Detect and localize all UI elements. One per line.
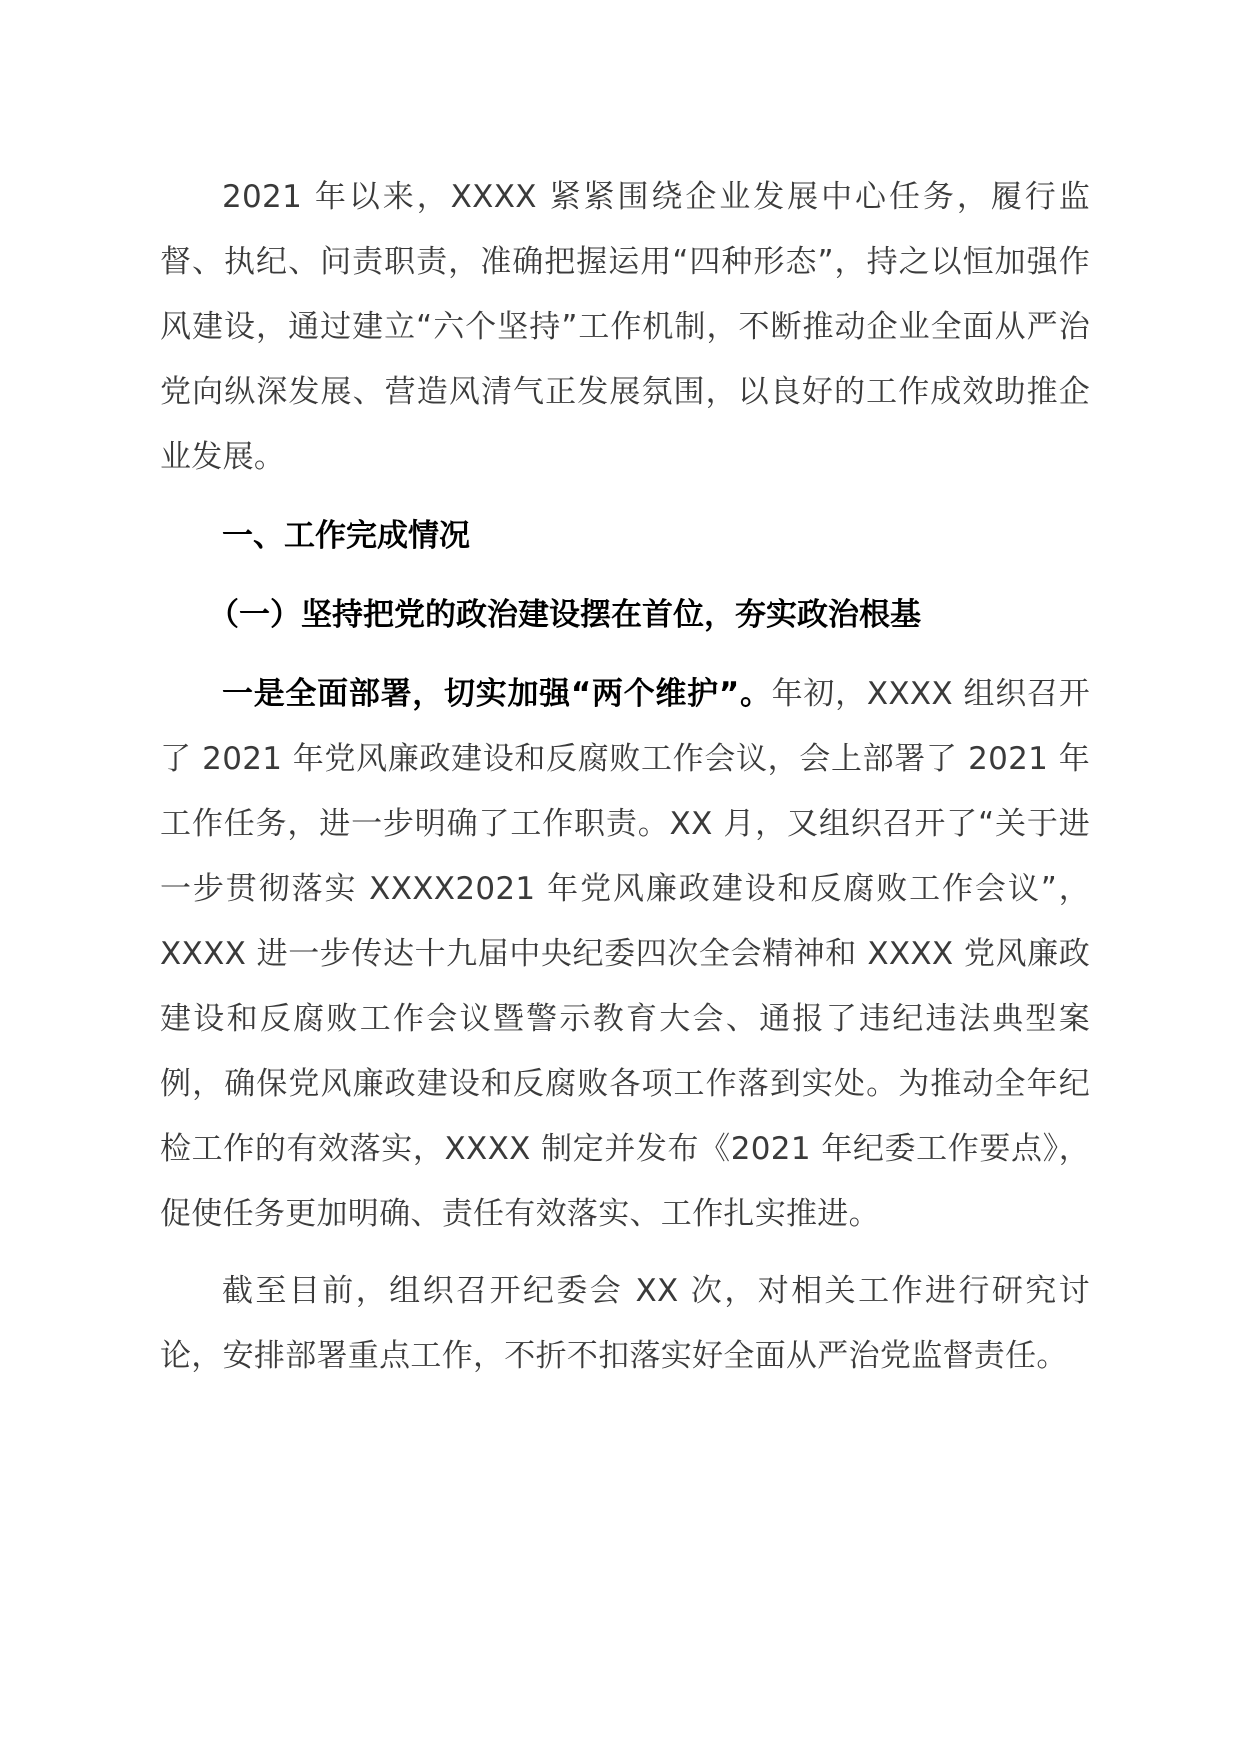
intro-paragraph: 2021 年以来，XXXX 紧紧围绕企业发展中心任务，履行监督、执纪、问责职责，准确把握运用“四种形态”，持之以恒加强作风建设，通过建立“六个坚持”工作机制，不断推动企业全面从严治党向纵深发展、营造风清气正发展氛围，以良好的工作成效助推企业发展。	[160, 179, 1090, 475]
body-paragraph-2: 截至目前，组织召开纪委会 XX 次，对相关工作进行研究讨论，安排部署重点工作，不折不扣落实好全面从严治党监督责任。	[160, 1273, 1090, 1374]
body-paragraph-1	[160, 662, 1090, 1247]
paragraph-body: 年初，XXXX 组织召开了 2021 年党风廉政建设和反腐败工作会议，会上部署了 2021 年工作任务，进一步明确了工作职责。XX 月，又组织召开了“关于进一步贯彻落实 XXXX2021 年党风廉政建设和反腐败工作会议”，XXXX 进一步传达十九届中央纪委四次全会精神和 XXXX 党风廉政建设和反腐败工作会议暨警示教育大会、通报了违纪违法典型案例，确保党风廉政建设和反腐败各项工作落到实处。为推动全年纪检工作的有效落实，XXXX 制定并发布《2021 年纪委工作要点》，促使任务更加明确、责任有效落实、工作扎实推进。	[160, 676, 1090, 1232]
paragraph-lead: 一是全面部署，切实加强“两个维护”。	[222, 676, 772, 712]
section-heading: 一、工作完成情况	[222, 518, 470, 554]
subsection-heading: （一）坚持把党的政治建设摆在首位，夯实政治根基	[208, 597, 922, 633]
document-page	[160, 165, 1090, 1389]
